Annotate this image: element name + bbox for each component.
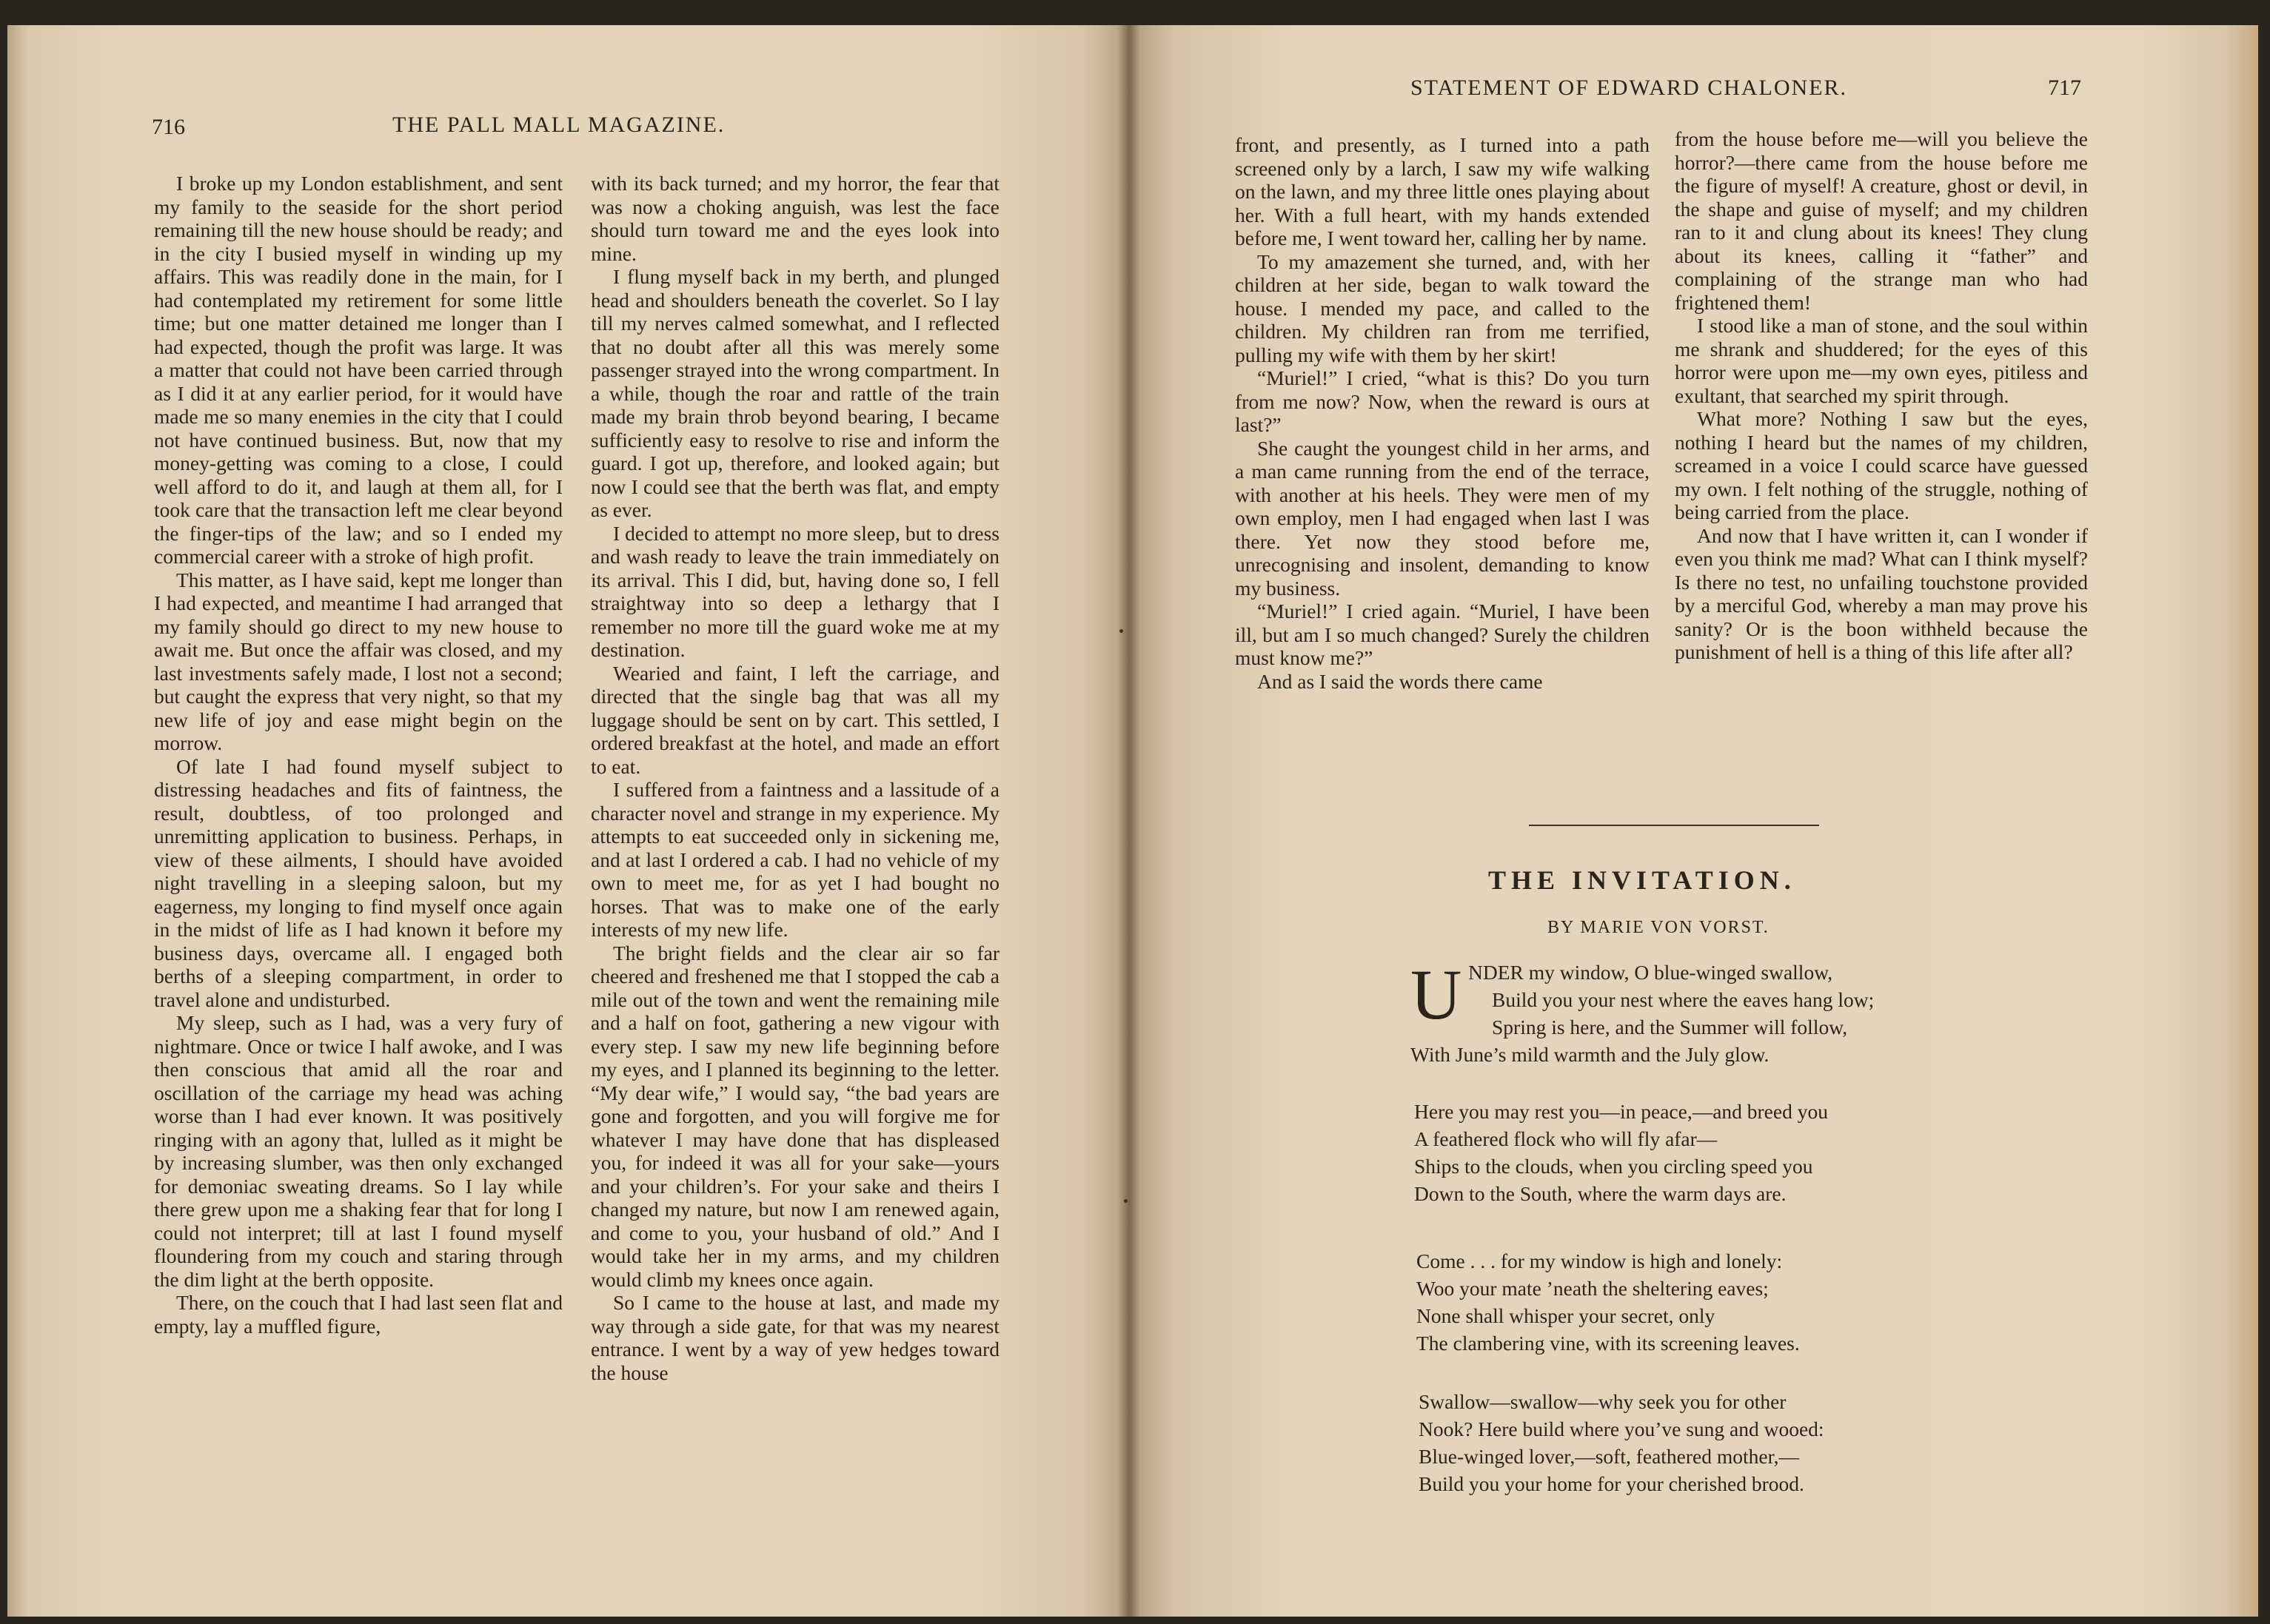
paragraph: I broke up my London establishment, and sent my family to the seaside for the short period remaining till the new house should be ready; and in the city I busied myself in winding up my affairs. This was readily done in the main, for I had contemplated my retirement for some little time; but one matter detained me longer than I had expected, though the profit was large. It was a matter that could not have been carried through as I did it at any earlier period, for it would have made me so many enemies in the city that I could not have continued business. But, now that my money-getting was coming to a close, I could well afford to do it, and laugh at them all, for I took care that the transaction left me clear beyond the finger-tips of the law; and so I ended my commercial career with a stroke of high profit. [154, 172, 563, 568]
page-speck [1124, 1199, 1128, 1203]
poem-stanza [1414, 1098, 1828, 1207]
paragraph: She caught the youngest child in her arms, and a man came running from the end of the terrace, with another at his heels. They were men of my own employ, men I had engaged when last I was there. Yet now they stood before me, unrecognising and insolent, demanding to know my business. [1235, 436, 1650, 600]
poem-line: Nook? Here build where you’ve sung and wooed: [1419, 1417, 1824, 1440]
poem-line: Woo your mate ’neath the sheltering eaves; [1416, 1277, 1769, 1300]
page-speck [1119, 629, 1123, 633]
paragraph: What more? Nothing I saw but the eyes, nothing I heard but the names of my children, screamed in a voice I could scarce have guessed my own. I felt nothing of the struggle, nothing of being carried from the place. [1675, 407, 2088, 523]
poem-line: Build you your nest where the eaves hang low; [1492, 988, 1875, 1011]
section-divider [1529, 825, 1819, 826]
paragraph: My sleep, such as I had, was a very fury of nightmare. Once or twice I half awoke, and I was then conscious that amid all the roar and oscillation of the carriage my head was aching worse than I had ever known. It was positively ringing with an agony that, lulled as it might be by increasing slumber, was then only exchanged for demoniac sweating dreams. So I lay while there grew upon me a shaking fear that for long I could not interpret; till at last I found myself floundering from my couch and staring through the dim light at the berth opposite. [154, 1011, 563, 1291]
poem-line: None shall whisper your secret, only [1416, 1304, 1715, 1327]
poem-line: With June’s mild warmth and the July glow. [1410, 1043, 1770, 1066]
poem-stanza [1419, 1388, 1824, 1497]
paragraph: I suffered from a faintness and a lassitude of a character novel and strange in my experience. My attempts to eat succeeded only in sickening me, and at last I ordered a cab. I had no vehicle of my own to meet me, for as yet I had bought no horses. That was to make one of the early interests of my new life. [591, 778, 1000, 941]
poem-line: Down to the South, where the warm days are. [1414, 1182, 1787, 1205]
poem-line: Blue-winged lover,—soft, feathered mother,— [1419, 1445, 1800, 1468]
paragraph: The bright fields and the clear air so far cheered and freshened me that I stopped the cab a mile out of the town and went the remaining mile and a half on foot, gathering a new vigour with every step. I saw my new life beginning before my eyes, and I planned its beginning to the letter. “My dear wife,” I would say, “the bad years are gone and forgotten, and you will forgive me for whatever I may have done that has displeased you, for indeed it was all for your sake—yours and your children’s. For your sake and theirs I changed my nature, but now I am renewed again, and come to you, your husband of old.” And I would take her in my arms, and my children would climb my knees once again. [591, 941, 1000, 1291]
poem-line: The clambering vine, with its screening leaves. [1416, 1332, 1800, 1355]
paragraph: To my amazement she turned, and, with her children at her side, began to walk toward the house. I mended my pace, and called to the children. My children ran from me terrified, pulling my wife with them by her skirt! [1235, 249, 1650, 366]
poem-line: Swallow—swallow—why seek you for other [1419, 1390, 1787, 1413]
poem-line: Build you your home for your cherished brood. [1419, 1472, 1804, 1495]
poem-line: Come . . . for my window is high and lonely: [1416, 1249, 1783, 1272]
page-number-left: 716 [152, 115, 185, 139]
book-gutter [1118, 25, 1140, 1617]
paragraph: “Muriel!” I cried, “what is this? Do you turn from me now? Now, when the reward is ours at last?” [1235, 366, 1650, 436]
poem-stanza [1416, 1247, 1800, 1357]
poem-line: NDER my window, O blue-winged swallow, [1468, 961, 1833, 984]
paragraph: And as I said the words there came [1257, 669, 1543, 693]
paragraph: And now that I have written it, can I wonder if even you think me mad? What can I think myself? Is there no test, no unfailing touchstone provided by a merciful God, whereby a man may prove his sanity? Or is the boon withheld because the punishment of hell is a thing of this life after all? [1675, 523, 2088, 663]
paragraph: I stood like a man of stone, and the soul within me shrank and shuddered; for the eyes of this horror were upon me—my own eyes, pitiless and exultant, that searched my spirit through. [1675, 314, 2088, 407]
right-column-1 [1235, 133, 1650, 693]
running-head-right: STATEMENT OF EDWARD CHALONER. [1410, 76, 1848, 100]
paragraph: from the house before me—will you believe the horror?—there came from the house before me the figure of myself! A creature, ghost or devil, in the shape and guise of myself; and my children ran to it and clung about its knees! They clung about its knees, calling it “father” and complaining of the strange man who had frightened them! [1675, 127, 2088, 314]
poem-byline: BY MARIE VON VORST. [1547, 918, 1770, 937]
paragraph: with its back turned; and my horror, the fear that was now a choking anguish, was lest the face should turn toward me and the eyes look into mine. [591, 172, 1000, 265]
poem-stanza [1410, 955, 1875, 1068]
poem-line: A feathered flock who will fly afar— [1414, 1127, 1718, 1150]
left-column-1 [154, 172, 563, 1338]
paragraph: front, and presently, as I turned into a path screened only by a larch, I saw my wife walking on the lawn, and my three little ones playing about her. With a full heart, with my hands extended before me, I went toward her, calling her by name. [1235, 133, 1650, 249]
paragraph: I flung myself back in my berth, and plunged head and shoulders beneath the coverlet. So I lay till my nerves calmed somewhat, and I reflected that no doubt after all this was merely some passenger strayed into the wrong compartment. In a while, though the roar and rattle of the train made my brain throb beyond bearing, I became sufficiently easy to resolve to rise and inform the guard. I got up, therefore, and looked again; but now I could see that the berth was flat, and empty as ever. [591, 265, 1000, 521]
paragraph: Wearied and faint, I left the carriage, and directed that the single bag that was all my luggage should be sent on by cart. This settled, I ordered breakfast at the hotel, and made an effort to eat. [591, 661, 1000, 778]
paragraph: This matter, as I have said, kept me longer than I had expected, and meantime I had arranged that my family should go direct to my new house to await me. But once the affair was closed, and my last investments safely made, I lost not a second; but caught the express that very night, so that my new life of joy and ease might begin on the morrow. [154, 568, 563, 754]
right-column-2 [1675, 127, 2088, 664]
paragraph: I decided to attempt no more sleep, but to dress and wash ready to leave the train immediately on its arrival. This I did, but, having done so, I fell straightway into so deep a lethargy that I remember no more till the guard woke me at my destination. [591, 521, 1000, 661]
poem-title: THE INVITATION. [1488, 865, 1796, 895]
poem-line: Spring is here, and the Summer will follow, [1492, 1016, 1848, 1039]
drop-cap: U [1410, 955, 1462, 1034]
running-head-left: THE PALL MALL MAGAZINE. [392, 113, 726, 137]
paragraph: “Muriel!” I cried again. “Muriel, I have been ill, but am I so much changed? Surely the children must know me?” [1235, 600, 1650, 669]
poem-line: Ships to the clouds, when you circling speed you [1414, 1155, 1813, 1178]
paragraph: There, on the couch that I had last seen flat and empty, lay a muffled figure, [154, 1291, 563, 1338]
poem-line: Here you may rest you—in peace,—and breed you [1414, 1100, 1828, 1123]
paragraph: So I came to the house at last, and made my way through a side gate, for that was my nearest entrance. I went by a way of yew hedges toward the house [591, 1291, 1000, 1384]
left-column-2 [591, 172, 1000, 1384]
page-number-right: 717 [2048, 76, 2081, 100]
paragraph: Of late I had found myself subject to distressing headaches and fits of faintness, the result, doubtless, of too prolonged and unremitting application to business. Perhaps, in view of these ailments, I should have avoided night travelling in a sleeping saloon, but my eagerness, my longing to find myself once again in the midst of life as I had known it before my business days, overcame all. I engaged both berths of a sleeping compartment, in order to travel alone and undisturbed. [154, 754, 563, 1011]
